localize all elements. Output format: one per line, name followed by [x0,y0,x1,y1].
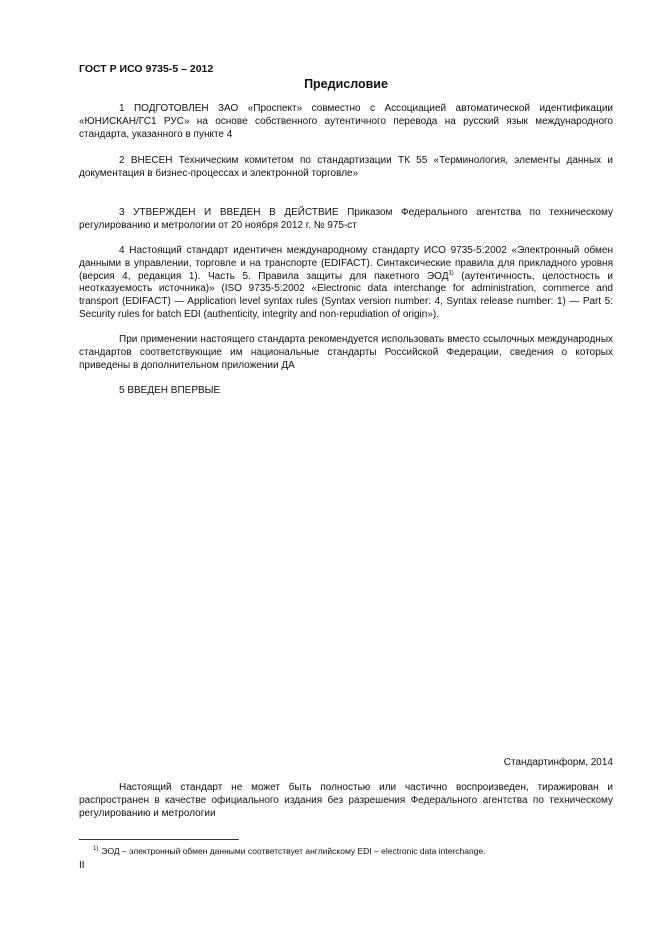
item-3-approved: 3 УТВЕРЖДЕН И ВВЕДЕН В ДЕЙСТВИЕ Приказом Федерального агентства по техническому регулированию и метрологии от 20 ноября 2012 г. № 975-ст [79,207,613,231]
copyright-notice: Настоящий стандарт не может быть полностью или частично воспроизведен, тиражирован и распространен в качестве официального издания без разрешения Федерального агентства по техническому регулированию и метрологии [79,782,613,819]
item-4-note: При применении настоящего стандарта рекомендуется использовать вместо ссылочных международных стандартов соответствующие им национальные стандарты Российской Федерации, сведения о которых приведены в дополнительном приложении ДА [79,334,613,371]
page-number: II [79,860,85,871]
item-5-first-introduced: 5 ВВЕДЕН ВПЕРВЫЕ [119,385,221,396]
footnote-ref[interactable]: 1) [448,270,454,277]
footnote [79,846,613,857]
item-4-identical [79,245,613,322]
item-4-text-b: (аутентичность, целостность и неотказуемость источника)» (ISO 9735-5:2002 «Electronic data interchange for administration, commerce and transport (EDIFACT) — Application level syntax rules (Syntax version number: 4, Syntax release number: 1) — Part 5: Security rules for batch EDI (authenticity, integrity and non-repudiation of origin»). [79,270,613,320]
item-2-submitted: 2 ВНЕСЕН Техническим комитетом по стандартизации ТК 55 «Терминология, элементы данных и документация в бизнес-процессах и электронной торговле» [79,155,613,179]
page-title: Предисловие [304,77,388,91]
item-4-text-a: 4 Настоящий стандарт идентичен международному стандарту ИСО 9735-5:2002 «Электронный обмен данными в управлении, торговле и на транспорте (EDIFACT). Синтаксические правила для прикладного уровня (версия 4, редакция 1). Часть 5. Правила защиты для пакетного ЭОД [79,245,613,282]
footnote-divider [79,839,239,840]
publisher: Стандартинформ, 2014 [503,757,613,768]
footnote-text: ЭОД – электронный обмен данными соответствует английскому EDI – electronic data interchange. [101,846,486,856]
footnote-mark: 1) [93,846,99,853]
document-code: ГОСТ Р ИСО 9735-5 – 2012 [79,63,214,75]
item-1-prepared: 1 ПОДГОТОВЛЕН ЗАО «Проспект» совместно с Ассоциацией автоматической идентификации «ЮНИСКАН/ГС1 РУС» на основе собственного аутентичного перевода на русский язык международного стандарта, указанного в пункте 4 [79,103,613,140]
